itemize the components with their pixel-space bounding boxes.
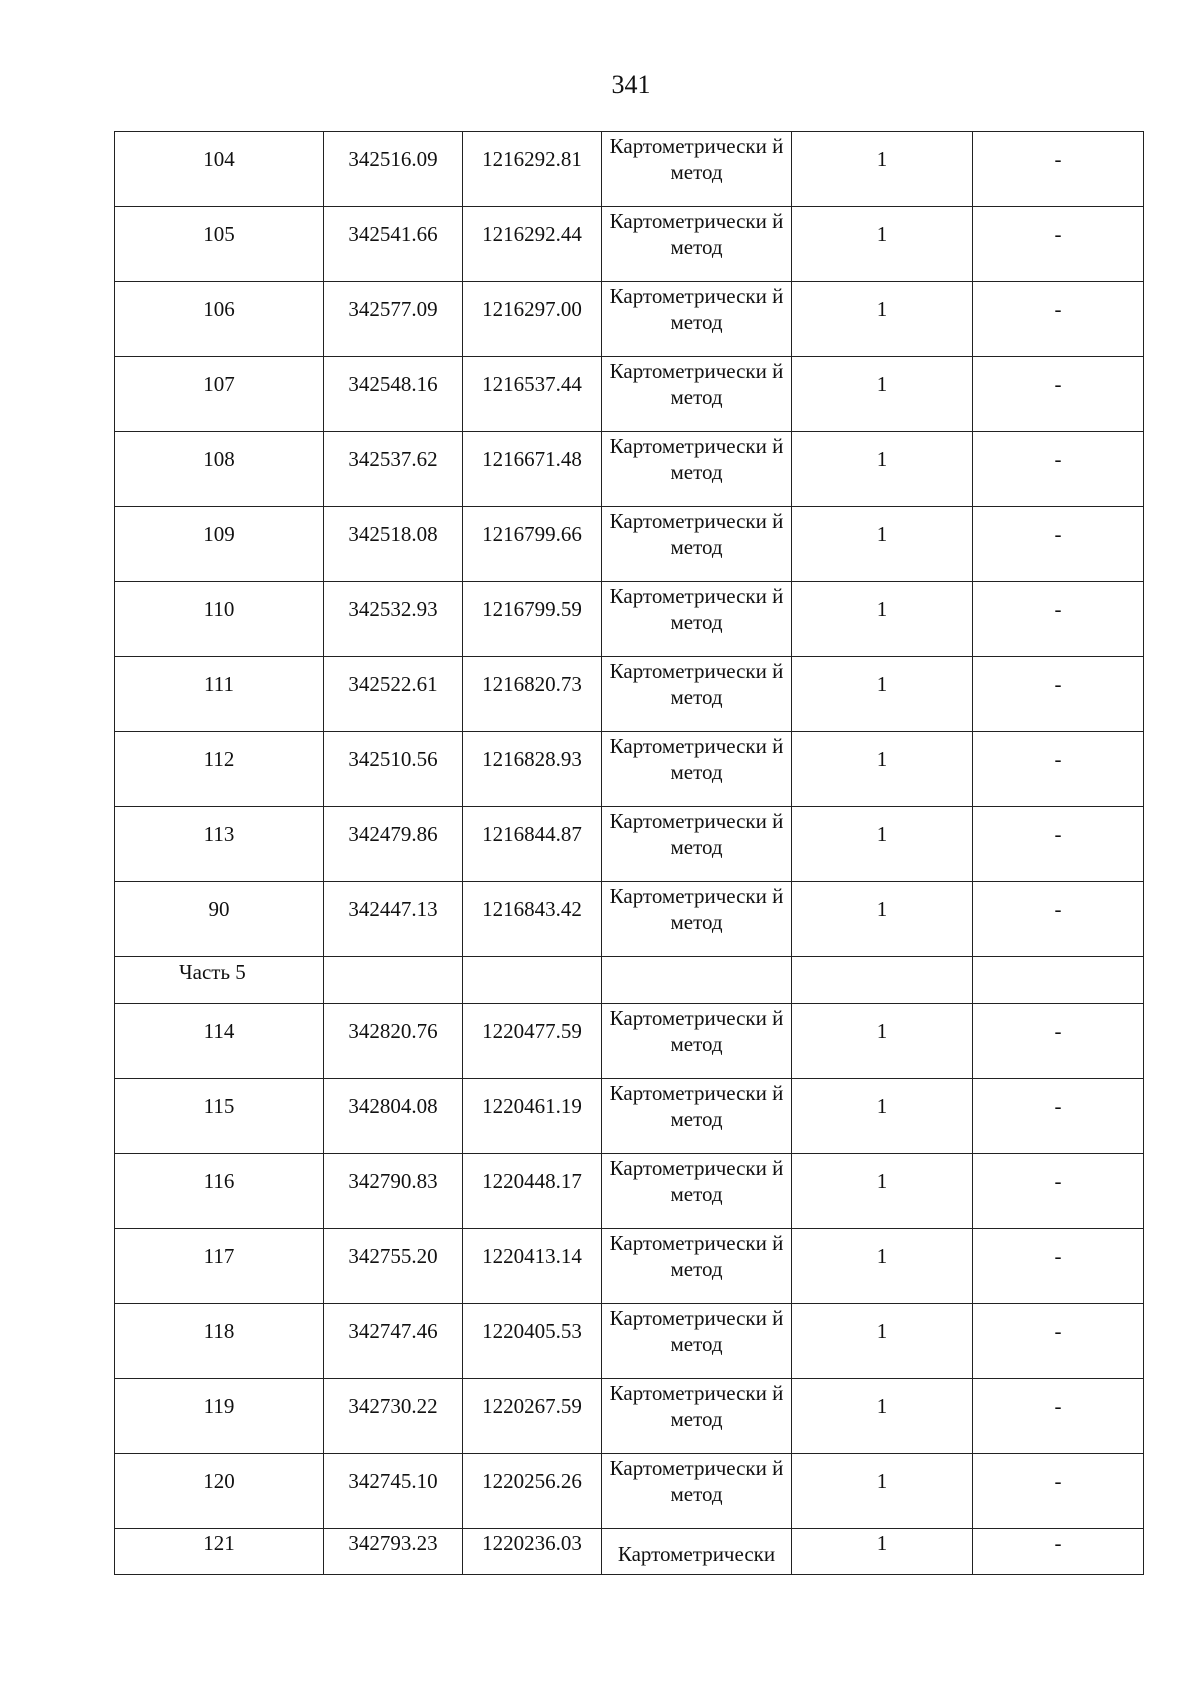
point-number-cell bbox=[115, 1004, 324, 1079]
cell-text: 342820.76 bbox=[348, 1019, 438, 1043]
method-cell bbox=[602, 1004, 792, 1079]
table-row bbox=[115, 1004, 1144, 1079]
cell-text: 1216799.66 bbox=[482, 522, 582, 546]
cell-text: 1 bbox=[876, 747, 888, 771]
cell-text: Картометрически й метод bbox=[609, 284, 784, 334]
cell-text: 114 bbox=[203, 1019, 235, 1043]
cell-text: - bbox=[1054, 822, 1062, 846]
cell-text: Картометрически й метод bbox=[609, 1006, 784, 1056]
accuracy-cell bbox=[792, 1079, 973, 1154]
method-cell bbox=[602, 1154, 792, 1229]
description-cell bbox=[973, 507, 1144, 582]
y-coordinate-cell bbox=[463, 582, 602, 657]
cell-text: 121 bbox=[203, 1531, 235, 1555]
x-coordinate-cell bbox=[324, 1079, 463, 1154]
description-cell bbox=[973, 732, 1144, 807]
cell-text: 1216843.42 bbox=[482, 897, 582, 921]
point-number-cell bbox=[115, 132, 324, 207]
cell-text: 342522.61 bbox=[348, 672, 438, 696]
x-coordinate-cell bbox=[324, 1229, 463, 1304]
page-number: 341 bbox=[611, 70, 651, 99]
table-row bbox=[115, 1154, 1144, 1229]
description-cell bbox=[973, 1379, 1144, 1454]
method-cell bbox=[602, 732, 792, 807]
y-coordinate-cell bbox=[463, 282, 602, 357]
point-number-cell bbox=[115, 1454, 324, 1529]
cell-text: Картометрически й метод bbox=[609, 659, 784, 709]
cell-text: 1 bbox=[876, 597, 888, 621]
point-number-cell bbox=[115, 582, 324, 657]
accuracy-cell bbox=[792, 282, 973, 357]
point-number-cell bbox=[115, 1304, 324, 1379]
point-number-cell bbox=[115, 432, 324, 507]
y-coordinate-cell bbox=[463, 1529, 602, 1575]
cell-text: 1220413.14 bbox=[482, 1244, 582, 1268]
accuracy-cell bbox=[792, 957, 973, 1004]
cell-text: 1 bbox=[876, 147, 888, 171]
cell-text: - bbox=[1054, 522, 1062, 546]
cell-text: Картометрически й метод bbox=[609, 809, 784, 859]
description-cell bbox=[973, 1229, 1144, 1304]
cell-text: Картометрически й метод bbox=[609, 734, 784, 784]
cell-text: 1 bbox=[876, 897, 888, 921]
cell-text: 117 bbox=[203, 1244, 235, 1268]
cell-text: 107 bbox=[203, 372, 235, 396]
table-row bbox=[115, 1529, 1144, 1575]
y-coordinate-cell bbox=[463, 132, 602, 207]
table-row bbox=[115, 432, 1144, 507]
cell-text: 1216671.48 bbox=[482, 447, 582, 471]
section-label-cell bbox=[115, 957, 324, 1004]
point-number-cell bbox=[115, 507, 324, 582]
method-cell bbox=[602, 132, 792, 207]
cell-text: 342541.66 bbox=[348, 222, 438, 246]
cell-text: 1 bbox=[876, 1169, 888, 1193]
cell-text: 342730.22 bbox=[348, 1394, 438, 1418]
description-cell bbox=[973, 1304, 1144, 1379]
cell-text: 342755.20 bbox=[348, 1244, 438, 1268]
point-number-cell bbox=[115, 282, 324, 357]
table-row bbox=[115, 657, 1144, 732]
cell-text: 342577.09 bbox=[348, 297, 438, 321]
cell-text: 1 bbox=[876, 1469, 888, 1493]
method-cell bbox=[602, 1229, 792, 1304]
accuracy-cell bbox=[792, 1154, 973, 1229]
y-coordinate-cell bbox=[463, 1379, 602, 1454]
x-coordinate-cell bbox=[324, 357, 463, 432]
cell-text: Картометрически bbox=[617, 1542, 776, 1566]
cell-text: 105 bbox=[203, 222, 235, 246]
method-cell bbox=[602, 807, 792, 882]
cell-text: - bbox=[1054, 597, 1062, 621]
cell-text: 106 bbox=[203, 297, 235, 321]
accuracy-cell bbox=[792, 882, 973, 957]
cell-text: 1 bbox=[876, 297, 888, 321]
cell-text: 1220477.59 bbox=[482, 1019, 582, 1043]
cell-text: 1216292.81 bbox=[482, 147, 582, 171]
cell-text: 1220267.59 bbox=[482, 1394, 582, 1418]
description-cell bbox=[973, 657, 1144, 732]
x-coordinate-cell bbox=[324, 1304, 463, 1379]
y-coordinate-cell bbox=[463, 507, 602, 582]
accuracy-cell bbox=[792, 1529, 973, 1575]
y-coordinate-cell bbox=[463, 882, 602, 957]
cell-text: Картометрически й метод bbox=[609, 134, 784, 184]
cell-text: 342516.09 bbox=[348, 147, 438, 171]
accuracy-cell bbox=[792, 582, 973, 657]
description-cell bbox=[973, 132, 1144, 207]
x-coordinate-cell bbox=[324, 132, 463, 207]
cell-text: - bbox=[1054, 897, 1062, 921]
table-row bbox=[115, 582, 1144, 657]
description-cell bbox=[973, 957, 1144, 1004]
table-row bbox=[115, 1379, 1144, 1454]
cell-text: Картометрически й метод bbox=[609, 584, 784, 634]
cell-text: 342518.08 bbox=[348, 522, 438, 546]
cell-text: 342793.23 bbox=[348, 1531, 438, 1555]
cell-text: Картометрически й метод bbox=[609, 1456, 784, 1506]
table-row bbox=[115, 1454, 1144, 1529]
method-cell bbox=[602, 657, 792, 732]
method-cell bbox=[602, 1304, 792, 1379]
method-cell bbox=[602, 1454, 792, 1529]
section-row bbox=[115, 957, 1144, 1004]
cell-text: - bbox=[1054, 1469, 1062, 1493]
accuracy-cell bbox=[792, 432, 973, 507]
cell-text: - bbox=[1054, 372, 1062, 396]
method-cell bbox=[602, 507, 792, 582]
cell-text: 342790.83 bbox=[348, 1169, 438, 1193]
cell-text: 115 bbox=[203, 1094, 235, 1118]
description-cell bbox=[973, 582, 1144, 657]
cell-text: - bbox=[1054, 1531, 1062, 1555]
x-coordinate-cell bbox=[324, 432, 463, 507]
description-cell bbox=[973, 1079, 1144, 1154]
y-coordinate-cell bbox=[463, 807, 602, 882]
cell-text: 111 bbox=[204, 672, 234, 696]
table-row bbox=[115, 357, 1144, 432]
accuracy-cell bbox=[792, 1004, 973, 1079]
cell-text: - bbox=[1054, 147, 1062, 171]
accuracy-cell bbox=[792, 1379, 973, 1454]
cell-text: 1 bbox=[876, 447, 888, 471]
cell-text: Картометрически й метод bbox=[609, 1306, 784, 1356]
x-coordinate-cell bbox=[324, 282, 463, 357]
accuracy-cell bbox=[792, 1229, 973, 1304]
cell-text: 342537.62 bbox=[348, 447, 438, 471]
cell-text: Часть 5 bbox=[179, 960, 246, 984]
x-coordinate-cell bbox=[324, 807, 463, 882]
cell-text: - bbox=[1054, 1169, 1062, 1193]
cell-text: 342548.16 bbox=[348, 372, 438, 396]
cell-text: 1216828.93 bbox=[482, 747, 582, 771]
y-coordinate-cell bbox=[463, 207, 602, 282]
y-coordinate-cell bbox=[463, 957, 602, 1004]
cell-text: - bbox=[1054, 1019, 1062, 1043]
y-coordinate-cell bbox=[463, 657, 602, 732]
method-cell bbox=[602, 432, 792, 507]
point-number-cell bbox=[115, 1154, 324, 1229]
cell-text: 1220236.03 bbox=[482, 1531, 582, 1555]
description-cell bbox=[973, 432, 1144, 507]
cell-text: 1 bbox=[876, 1319, 888, 1343]
table-row bbox=[115, 1229, 1144, 1304]
cell-text: 104 bbox=[203, 147, 235, 171]
cell-text: 1 bbox=[876, 522, 888, 546]
cell-text: 109 bbox=[203, 522, 235, 546]
cell-text: 110 bbox=[203, 597, 235, 621]
accuracy-cell bbox=[792, 1454, 973, 1529]
table-row bbox=[115, 1079, 1144, 1154]
y-coordinate-cell bbox=[463, 732, 602, 807]
cell-text: 113 bbox=[203, 822, 235, 846]
cell-text: - bbox=[1054, 1244, 1062, 1268]
x-coordinate-cell bbox=[324, 207, 463, 282]
description-cell bbox=[973, 1154, 1144, 1229]
point-number-cell bbox=[115, 807, 324, 882]
description-cell bbox=[973, 357, 1144, 432]
cell-text: 1 bbox=[876, 1394, 888, 1418]
x-coordinate-cell bbox=[324, 1154, 463, 1229]
cell-text: - bbox=[1054, 297, 1062, 321]
cell-text: 1 bbox=[876, 372, 888, 396]
y-coordinate-cell bbox=[463, 432, 602, 507]
table-body bbox=[115, 132, 1144, 1575]
coordinates-table bbox=[114, 131, 1144, 1575]
x-coordinate-cell bbox=[324, 882, 463, 957]
table-row bbox=[115, 207, 1144, 282]
table-row bbox=[115, 132, 1144, 207]
table-row bbox=[115, 507, 1144, 582]
cell-text: 1216820.73 bbox=[482, 672, 582, 696]
cell-text: 1 bbox=[876, 1244, 888, 1268]
accuracy-cell bbox=[792, 357, 973, 432]
x-coordinate-cell bbox=[324, 1454, 463, 1529]
table-row bbox=[115, 807, 1144, 882]
cell-text: Картометрически й метод bbox=[609, 1381, 784, 1431]
cell-text: 342532.93 bbox=[348, 597, 438, 621]
description-cell bbox=[973, 1454, 1144, 1529]
description-cell bbox=[973, 1529, 1144, 1575]
cell-text: Картометрически й метод bbox=[609, 1156, 784, 1206]
accuracy-cell bbox=[792, 1304, 973, 1379]
cell-text: - bbox=[1054, 1394, 1062, 1418]
cell-text: 1216297.00 bbox=[482, 297, 582, 321]
cell-text: 1220256.26 bbox=[482, 1469, 582, 1493]
cell-text: 1216799.59 bbox=[482, 597, 582, 621]
cell-text: 119 bbox=[203, 1394, 235, 1418]
y-coordinate-cell bbox=[463, 1154, 602, 1229]
accuracy-cell bbox=[792, 732, 973, 807]
cell-text: - bbox=[1054, 222, 1062, 246]
method-cell bbox=[602, 1379, 792, 1454]
x-coordinate-cell bbox=[324, 732, 463, 807]
accuracy-cell bbox=[792, 132, 973, 207]
cell-text: 1220448.17 bbox=[482, 1169, 582, 1193]
point-number-cell bbox=[115, 1529, 324, 1575]
cell-text: 342804.08 bbox=[348, 1094, 438, 1118]
table-row bbox=[115, 1304, 1144, 1379]
y-coordinate-cell bbox=[463, 1079, 602, 1154]
cell-text: 1216537.44 bbox=[482, 372, 582, 396]
cell-text: 1216844.87 bbox=[482, 822, 582, 846]
table-row bbox=[115, 732, 1144, 807]
x-coordinate-cell bbox=[324, 1004, 463, 1079]
cell-text: 116 bbox=[203, 1169, 235, 1193]
description-cell bbox=[973, 807, 1144, 882]
point-number-cell bbox=[115, 207, 324, 282]
cell-text: 120 bbox=[203, 1469, 235, 1493]
cell-text: 342447.13 bbox=[348, 897, 438, 921]
cell-text: 1 bbox=[876, 1531, 888, 1555]
x-coordinate-cell bbox=[324, 582, 463, 657]
cell-text: Картометрически й метод bbox=[609, 1081, 784, 1131]
y-coordinate-cell bbox=[463, 1304, 602, 1379]
x-coordinate-cell bbox=[324, 657, 463, 732]
cell-text: Картометрически й метод bbox=[609, 434, 784, 484]
cell-text: 1 bbox=[876, 672, 888, 696]
cell-text: 90 bbox=[208, 897, 230, 921]
cell-text: 342510.56 bbox=[348, 747, 438, 771]
accuracy-cell bbox=[792, 207, 973, 282]
point-number-cell bbox=[115, 882, 324, 957]
cell-text: 1 bbox=[876, 1094, 888, 1118]
y-coordinate-cell bbox=[463, 1229, 602, 1304]
x-coordinate-cell bbox=[324, 1529, 463, 1575]
table-row bbox=[115, 882, 1144, 957]
cell-text: - bbox=[1054, 447, 1062, 471]
cell-text: - bbox=[1054, 672, 1062, 696]
description-cell bbox=[973, 1004, 1144, 1079]
description-cell bbox=[973, 282, 1144, 357]
cell-text: Картометрически й метод bbox=[609, 1231, 784, 1281]
cell-text: 342479.86 bbox=[348, 822, 438, 846]
cell-text: 342745.10 bbox=[348, 1469, 438, 1493]
point-number-cell bbox=[115, 357, 324, 432]
method-cell bbox=[602, 882, 792, 957]
accuracy-cell bbox=[792, 807, 973, 882]
point-number-cell bbox=[115, 1079, 324, 1154]
point-number-cell bbox=[115, 732, 324, 807]
cell-text: Картометрически й метод bbox=[609, 884, 784, 934]
method-cell bbox=[602, 357, 792, 432]
cell-text: 1 bbox=[876, 222, 888, 246]
table-row bbox=[115, 282, 1144, 357]
y-coordinate-cell bbox=[463, 1454, 602, 1529]
cell-text: 118 bbox=[203, 1319, 235, 1343]
cell-text: 1 bbox=[876, 1019, 888, 1043]
cell-text: - bbox=[1054, 1319, 1062, 1343]
cell-text: Картометрически й метод bbox=[609, 359, 784, 409]
cell-text: 342747.46 bbox=[348, 1319, 438, 1343]
method-cell bbox=[602, 207, 792, 282]
x-coordinate-cell bbox=[324, 1379, 463, 1454]
cell-text: 108 bbox=[203, 447, 235, 471]
method-cell bbox=[602, 957, 792, 1004]
cell-text: - bbox=[1054, 1094, 1062, 1118]
description-cell bbox=[973, 207, 1144, 282]
cell-text: 1220405.53 bbox=[482, 1319, 582, 1343]
cell-text: Картометрически й метод bbox=[609, 209, 784, 259]
point-number-cell bbox=[115, 1229, 324, 1304]
method-cell bbox=[602, 1529, 792, 1575]
accuracy-cell bbox=[792, 507, 973, 582]
y-coordinate-cell bbox=[463, 1004, 602, 1079]
description-cell bbox=[973, 882, 1144, 957]
cell-text: Картометрически й метод bbox=[609, 509, 784, 559]
cell-text: 1 bbox=[876, 822, 888, 846]
point-number-cell bbox=[115, 657, 324, 732]
point-number-cell bbox=[115, 1379, 324, 1454]
method-cell bbox=[602, 1079, 792, 1154]
cell-text: 1216292.44 bbox=[482, 222, 582, 246]
cell-text: - bbox=[1054, 747, 1062, 771]
method-cell bbox=[602, 582, 792, 657]
x-coordinate-cell bbox=[324, 507, 463, 582]
y-coordinate-cell bbox=[463, 357, 602, 432]
cell-text: 1220461.19 bbox=[482, 1094, 582, 1118]
x-coordinate-cell bbox=[324, 957, 463, 1004]
cell-text: 112 bbox=[203, 747, 235, 771]
accuracy-cell bbox=[792, 657, 973, 732]
method-cell bbox=[602, 282, 792, 357]
